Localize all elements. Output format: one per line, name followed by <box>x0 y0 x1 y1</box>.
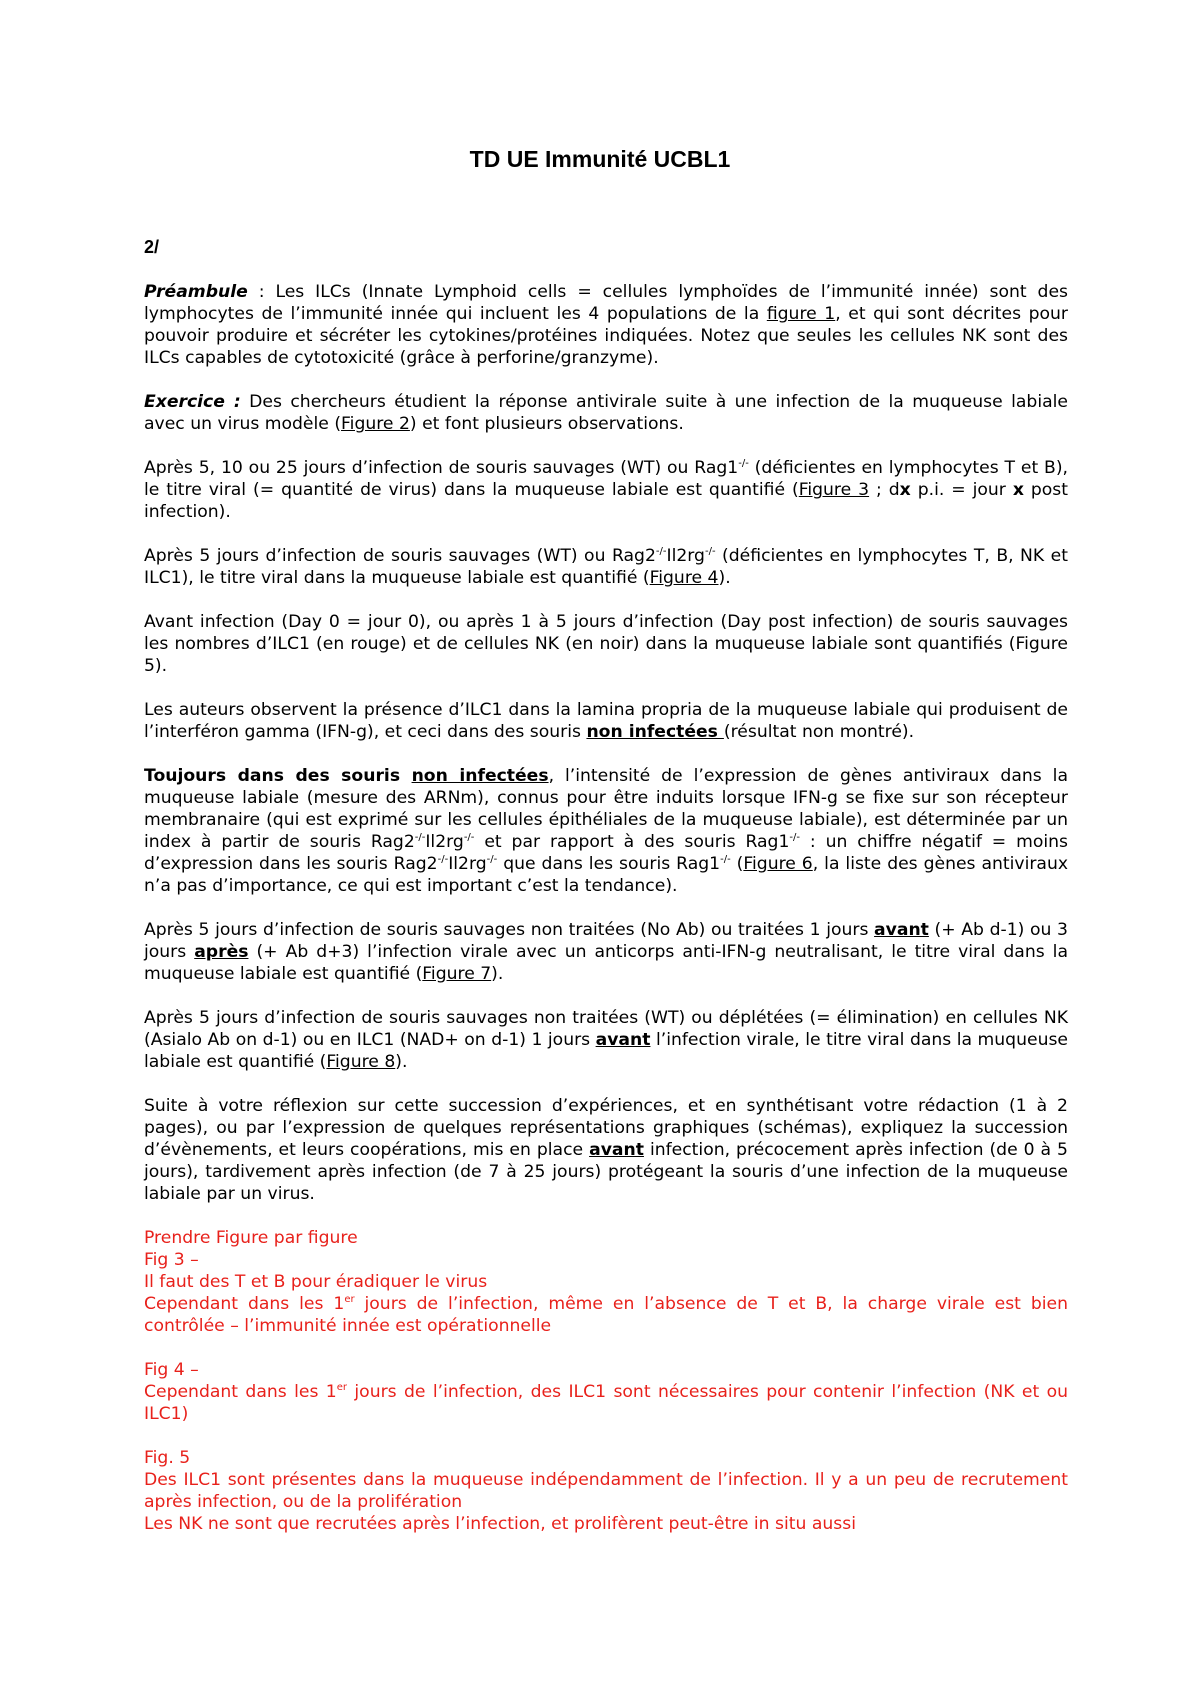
conclusion-paragraph: Suite à votre réflexion sur cette succession d’expériences, et en synthétisant votre rédaction (1 à 2 pages), ou par l’expression de quelques représentations graphiques (schémas), expliquez la succession d’évènements, et leurs coopérations, mis en place avant infection, précocement après infection (de 0 à 5 jours), tardivement après infection (de 7 à 25 jours) protégeant la souris d’une infection de la muqueuse labiale par un virus. <box>144 1096 1068 1204</box>
figure-8-link[interactable]: Figure 8 <box>326 1052 396 1072</box>
answer-line: Cependant dans les 1er jours de l’infection, des ILC1 sont nécessaires pour contenir l’infection (NK et ou ILC1) <box>144 1382 1068 1424</box>
figure-6-paragraph: Toujours dans des souris non infectées, l’intensité de l’expression de gènes antiviraux dans la muqueuse labiale (mesure des ARNm), connus pour être induits lorsque IFN-g se fixe sur son récepteur membranaire (qui est exprimé sur les cellules épithéliales de la muqueuse labiale), est déterminée par un index à partir de souris Rag2-/-Il2rg-/- et par rapport à des souris Rag1-/- : un chiffre négatif = moins d’expression dans les souris Rag2-/-Il2rg-/- que dans les souris Rag1-/- (Figure 6, la liste des gènes antiviraux n’a pas d’importance, ce qui est important c’est la tendance). <box>144 766 1069 896</box>
figure-4-paragraph: Après 5 jours d’infection de souris sauvages (WT) ou Rag2-/-Il2rg-/- (déficientes en lymphocytes T, B, NK et ILC1), le titre viral dans la muqueuse labiale est quantifié (Figure 4). <box>144 546 1068 588</box>
answer-line: Des ILC1 sont présentes dans la muqueuse indépendamment de l’infection. Il y a un peu de recrutement après infection, ou de la prolifération <box>144 1470 1068 1512</box>
figure-8-paragraph: Après 5 jours d’infection de souris sauvages non traitées (WT) ou déplétées (= élimination) en cellules NK (Asialo Ab on d-1) ou en ILC1 (NAD+ on d-1) 1 jours avant l’infection virale, le titre viral dans la muqueuse labiale est quantifié (Figure 8). <box>144 1008 1068 1072</box>
preambule-paragraph: Préambule : Les ILCs (Innate Lymphoid cells = cellules lymphoïdes de l’immunité innée) sont des lymphocytes de l’immunité innée qui incluent les 4 populations de la figure 1, et qui sont décrites pour pouvoir produire et sécréter les cytokines/protéines indiquées. Notez que seules les cellules NK sont des ILCs capables de cytotoxicité (grâce à perforine/granzyme). <box>144 282 1068 368</box>
figure-5-paragraph: Avant infection (Day 0 = jour 0), ou après 1 à 5 jours d’infection (Day post infection) de souris sauvages les nombres d’ILC1 (en rouge) et de cellules NK (en noir) dans la muqueuse labiale sont quantifiés (Figure 5). <box>144 612 1068 676</box>
document-title: TD UE Immunité UCBL1 <box>469 146 731 172</box>
figure-3-link[interactable]: Figure 3 <box>798 480 870 500</box>
answer-fig5-heading: Fig. 5 <box>144 1448 191 1468</box>
figure-2-link[interactable]: Figure 2 <box>341 414 410 434</box>
figure-1-link[interactable]: figure 1 <box>766 304 836 324</box>
document-body <box>144 236 1068 1535</box>
answer-fig4-heading: Fig 4 – <box>144 1360 199 1380</box>
figure-7-paragraph: Après 5 jours d’infection de souris sauvages non traitées (No Ab) ou traitées 1 jours avant (+ Ab d-1) ou 3 jours après (+ Ab d+3) l’infection virale avec un anticorps anti-IFN-g neutralisant, le titre viral dans la muqueuse labiale est quantifié (Figure 7). <box>144 920 1068 984</box>
answer-line: Les NK ne sont que recrutées après l’infection, et prolifèrent peut-être in situ aussi <box>144 1514 856 1534</box>
answers-block <box>144 1227 1068 1535</box>
exercice-paragraph: Exercice : Des chercheurs étudient la réponse antivirale suite à une infection de la muqueuse labiale avec un virus modèle (Figure 2) et font plusieurs observations. <box>144 392 1068 434</box>
answer-fig3-heading: Fig 3 – <box>144 1250 199 1270</box>
answer-line: Prendre Figure par figure <box>144 1228 358 1248</box>
section-number: 2/ <box>144 237 160 257</box>
answer-line: Cependant dans les 1er jours de l’infection, même en l’absence de T et B, la charge virale est bien contrôlée – l’immunité innée est opérationnelle <box>144 1294 1068 1336</box>
lamina-paragraph: Les auteurs observent la présence d’ILC1 dans la lamina propria de la muqueuse labiale qui produisent de l’interféron gamma (IFN-g), et ceci dans des souris non infectées (résultat non montré). <box>144 700 1068 742</box>
figure-7-link[interactable]: Figure 7 <box>422 964 492 984</box>
figure-3-paragraph: Après 5, 10 ou 25 jours d’infection de souris sauvages (WT) ou Rag1-/- (déficientes en lymphocytes T et B), le titre viral (= quantité de virus) dans la muqueuse labiale est quantifié (Figure 3 ; dx p.i. = jour x post infection). <box>144 458 1068 522</box>
figure-4-link[interactable]: Figure 4 <box>649 568 719 588</box>
figure-6-link[interactable]: Figure 6 <box>743 854 813 874</box>
answer-line: Il faut des T et B pour éradiquer le virus <box>144 1272 488 1292</box>
